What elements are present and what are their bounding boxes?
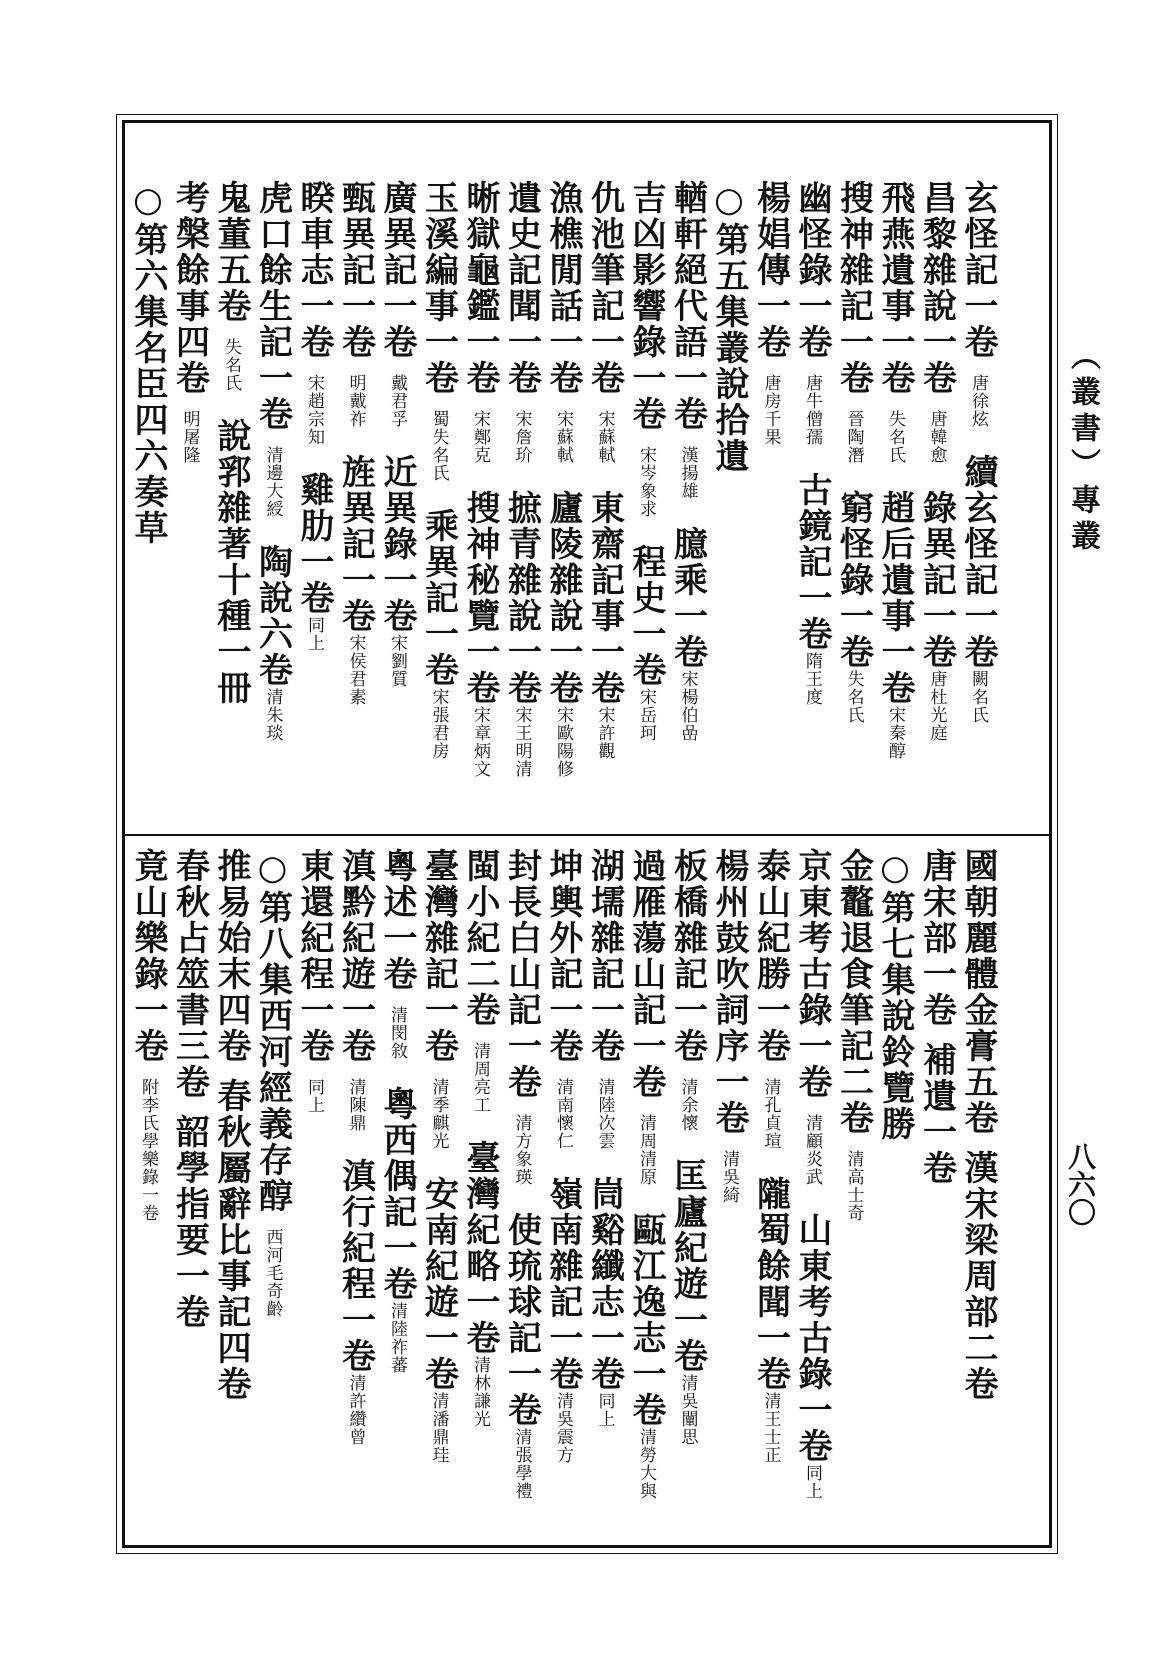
entry-author: 附李氏學樂錄一卷 [138,1078,158,1222]
entry-author-2: 清勞大與 [636,1428,656,1500]
entry-title: 虎口餘生記一卷 [252,180,293,432]
entry-title-2: 韶學指要一卷 [169,1114,210,1330]
bottom-column [543,848,583,1464]
entry-title-2: 雞肋一卷 [294,472,334,616]
top-column [294,180,334,652]
entry-author: 漢揚雄 [677,446,698,500]
entry-author-2: 清張學禮 [511,1428,532,1500]
entry-title: 湖壖雜記一卷 [584,848,625,1064]
top-column [170,180,210,490]
entry-author-2: 唐杜光庭 [926,670,947,742]
entry-title-2: 續玄怪記一卷 [958,454,998,670]
entry-title-2: 趙后遺事一卷 [875,490,915,706]
bottom-column [170,848,210,1330]
entry-author-2: 失名氏 [843,670,864,724]
entry-title-2: 窮怪錄一卷 [833,490,874,670]
entry-author-2: 宋張君房 [428,688,449,760]
top-column [211,180,251,706]
entry-author: 宋詹玠 [511,410,532,464]
bottom-column [460,848,500,1428]
bottom-column [917,848,957,1186]
top-column [128,180,168,560]
entry-author-2: 清吳震方 [553,1392,573,1464]
entry-title: 吉凶影響錄一卷 [626,180,666,432]
top-column [958,180,998,724]
section-divider [122,834,1052,836]
entry-title-2: 匡廬紀遊一卷 [667,1158,708,1374]
entry-author-2: 清許纘曾 [345,1374,366,1446]
entry-title: 幽怪錄一卷 [792,180,832,360]
entry-title: 甄異記一卷 [335,180,376,360]
entry-title: 玉溪編事一卷 [418,180,459,396]
entry-title: 過雁蕩山記一卷 [626,848,666,1100]
entry-title-2: 近異錄一卷 [377,454,417,634]
top-column [917,180,957,742]
bottom-column [751,848,791,1464]
bottom-column [294,848,334,1140]
entry-author: 明屠隆 [179,410,200,464]
entry-author-2: 宋歐陽修 [553,706,573,778]
running-head: （叢書）專叢 [1065,340,1100,556]
bottom-column [875,848,915,1156]
entry-title: 睽車志一卷 [294,180,334,360]
entry-author: 清孔貞瑄 [760,1078,781,1150]
entry-title-2: 漢宋梁周部二卷 [958,1150,998,1402]
entry-title-2: 峝谿纖志一卷 [584,1176,625,1392]
entry-author: 宋蘇軾 [553,410,573,464]
entry-author-2: 隋王度 [802,652,822,706]
entry-title: 京東考古錄一卷 [792,848,832,1100]
entry-title-2: 搜神秘覽一卷 [460,490,500,706]
entry-author-2: 清潘鼎珪 [428,1392,449,1464]
entry-author: 宋岑象求 [636,446,656,518]
entry-title: 楊州鼓吹詞序一卷 [709,848,749,1136]
entry-title-2: 摭青雜說一卷 [501,490,542,706]
entry-author-2: 清朱琰 [262,688,283,742]
entry-author: 清季麒光 [428,1078,449,1150]
bottom-column [502,848,542,1500]
top-column [336,180,376,706]
bottom-column [377,848,417,1374]
entry-title: 滇黔紀遊一卷 [335,848,376,1064]
bottom-column [792,848,832,1500]
entry-author: 清吳綺 [719,1150,739,1204]
entry-title: 漁樵閒話一卷 [543,180,583,396]
entry-author: 清周清原 [636,1114,656,1186]
entry-title-2: 隴蜀餘聞一卷 [750,1176,791,1392]
bottom-column [626,848,666,1500]
entry-title-2: 錄異記一卷 [916,490,957,670]
top-column [875,180,915,760]
entry-title-2: 乘異記一卷 [418,508,459,688]
entry-title: 金鼇退食筆記二卷 [833,848,874,1136]
top-column [751,180,791,472]
entry-author: 清方象瑛 [511,1114,532,1186]
entry-author-2: 清林謙光 [470,1356,490,1428]
entry-title: 閩小紀二卷 [460,848,500,1028]
entry-author: 清陸次雲 [594,1078,615,1150]
bottom-column [211,848,251,1402]
entry-title: 鬼董五卷 [211,180,251,324]
entry-author: 晉陶潛 [843,410,864,464]
top-column [502,180,542,778]
entry-author-2: 宋秦醇 [885,706,905,760]
entry-title-2: 使琉球記一卷 [501,1212,542,1428]
entry-title: 輶軒絕代語一卷 [667,180,708,432]
entry-author: 清閔敘 [387,1006,407,1060]
entry-author: 清南懷仁 [553,1078,573,1150]
entry-author: 戴君孚 [387,374,407,428]
entry-title: 楊娼傳一卷 [750,180,791,360]
entry-author-2: 宋岳珂 [636,688,656,742]
page-number: 八六〇 [1064,1142,1097,1226]
entry-title: 推易始末四卷 [211,848,251,1064]
entry-title-2: 甌江逸志一卷 [626,1212,666,1428]
entry-author-2: 同上 [594,1392,615,1428]
bottom-column [128,848,168,1248]
top-column [460,180,500,778]
entry-title: 搜神雜記一卷 [833,180,874,396]
bottom-column [668,848,708,1446]
entry-title-2: 東齋記事一卷 [584,490,625,706]
entry-author: 清顧炎武 [802,1114,822,1186]
entry-author: 清余懷 [677,1078,698,1132]
top-column [626,180,666,742]
entry-title: 飛燕遺事一卷 [875,180,915,396]
bottom-column [958,848,998,1402]
top-column [585,180,625,760]
entry-title-2: 山東考古錄一卷 [792,1212,832,1464]
entry-author: 宋趙宗知 [304,374,324,446]
entry-title-2: 安南紀遊一卷 [418,1176,459,1392]
entry-title-2: 粵西偶記一卷 [377,1086,417,1302]
entry-author: 唐韓愈 [926,410,947,464]
top-column [377,180,417,688]
entry-author-2: 宋王明清 [511,706,532,778]
top-column [834,180,874,724]
entry-author-2: 清王士正 [760,1392,781,1464]
entry-title: 廣異記一卷 [377,180,417,360]
entry-title: 板橋雜記一卷 [667,848,708,1064]
entry-title: 晰獄龜鑑一卷 [460,180,500,396]
entry-title: 唐宋部一卷 [916,848,957,1028]
entry-title-2: 程史一卷 [626,544,666,688]
entry-title-2: 旌異記一卷 [335,454,376,634]
entry-author: 唐房千果 [760,374,781,446]
entry-author-2: 宋許觀 [594,706,615,760]
entry-author: 失名氏 [221,338,241,392]
top-column [668,180,708,742]
entry-title-2: 說郛雜著十種一冊 [211,418,251,706]
entry-title: 封長白山記一卷 [501,848,542,1100]
entry-title: 東還紀程一卷 [294,848,334,1064]
bottom-column [585,848,625,1428]
entry-author-2: 宋侯君素 [345,634,366,706]
entry-author: 西河毛奇齡 [262,1228,283,1318]
entry-title-2: 嶺南雜記一卷 [543,1176,583,1392]
entry-author-2: 宋章炳文 [470,706,490,778]
entry-author: 清邊大綬 [262,446,283,518]
entry-title: 竟山樂錄一卷 [128,848,168,1064]
top-column [543,180,583,778]
entry-author-2: 闕名氏 [968,670,988,724]
entry-title: 粵述一卷 [377,848,417,992]
top-column [253,180,293,742]
entry-title: 春秋占筮書三卷 [169,848,210,1100]
entry-title: 國朝麗體金膏五卷 [958,848,998,1136]
entry-title: 昌黎雜說一卷 [916,180,957,396]
bottom-column [419,848,459,1464]
entry-title-2: 古鏡記一卷 [792,472,832,652]
top-column [419,180,459,760]
entry-title-2: 臆乘一卷 [667,526,708,670]
entry-title: ○第七集說鈴覽勝 [875,848,915,1142]
entry-author: 清高士奇 [843,1150,864,1222]
entry-title-2: 廬陵雜說一卷 [543,490,583,706]
entry-title: ○第五集叢說拾遺 [709,180,749,474]
entry-author-2: 同上 [802,1464,822,1500]
entry-title: ○第八集西河經義存醇 [252,848,293,1214]
entry-title: 遺史記聞一卷 [501,180,542,396]
entry-title-2: 滇行紀程一卷 [335,1158,376,1374]
bottom-column [336,848,376,1446]
entry-title: 泰山紀勝一卷 [750,848,791,1064]
entry-author: 清周亮工 [470,1042,490,1114]
entry-title: 臺灣雜記一卷 [418,848,459,1064]
entry-author: 唐牛僧孺 [802,374,822,446]
top-column [709,180,749,488]
top-column [792,180,832,706]
entry-author-2: 同上 [304,616,324,652]
entry-author-2: 清吳闡思 [677,1374,698,1446]
entry-author-2: 清陸祚蕃 [387,1302,407,1374]
entry-title: 仇池筆記一卷 [584,180,625,396]
entry-title: 玄怪記一卷 [958,180,998,360]
bottom-column [253,848,293,1344]
entry-title-2: 臺灣紀略一卷 [460,1140,500,1356]
entry-title-2: 補遺一卷 [916,1042,957,1186]
entry-author: 清陳鼎 [345,1078,366,1132]
entry-title: 考槃餘事四卷 [169,180,210,396]
entry-author: 唐徐炫 [968,374,988,428]
bottom-column [834,848,874,1248]
bottom-column [709,848,749,1230]
entry-author-2: 宋劉質 [387,634,407,688]
entry-title: 坤輿外記一卷 [543,848,583,1064]
entry-author: 蜀失名氏 [428,410,449,482]
entry-author: 宋蘇軾 [594,410,615,464]
entry-title-2: 陶說六卷 [252,544,293,688]
entry-author-2: 宋楊伯嵒 [677,670,698,742]
entry-author: 明戴祚 [345,374,366,428]
entry-author: 同上 [304,1078,324,1114]
entry-author: 宋鄭克 [470,410,490,464]
entry-title: ○第六集名臣四六奏草 [128,180,168,546]
entry-title-2: 春秋屬辭比事記四卷 [211,1078,251,1402]
entry-author: 失名氏 [885,410,905,464]
